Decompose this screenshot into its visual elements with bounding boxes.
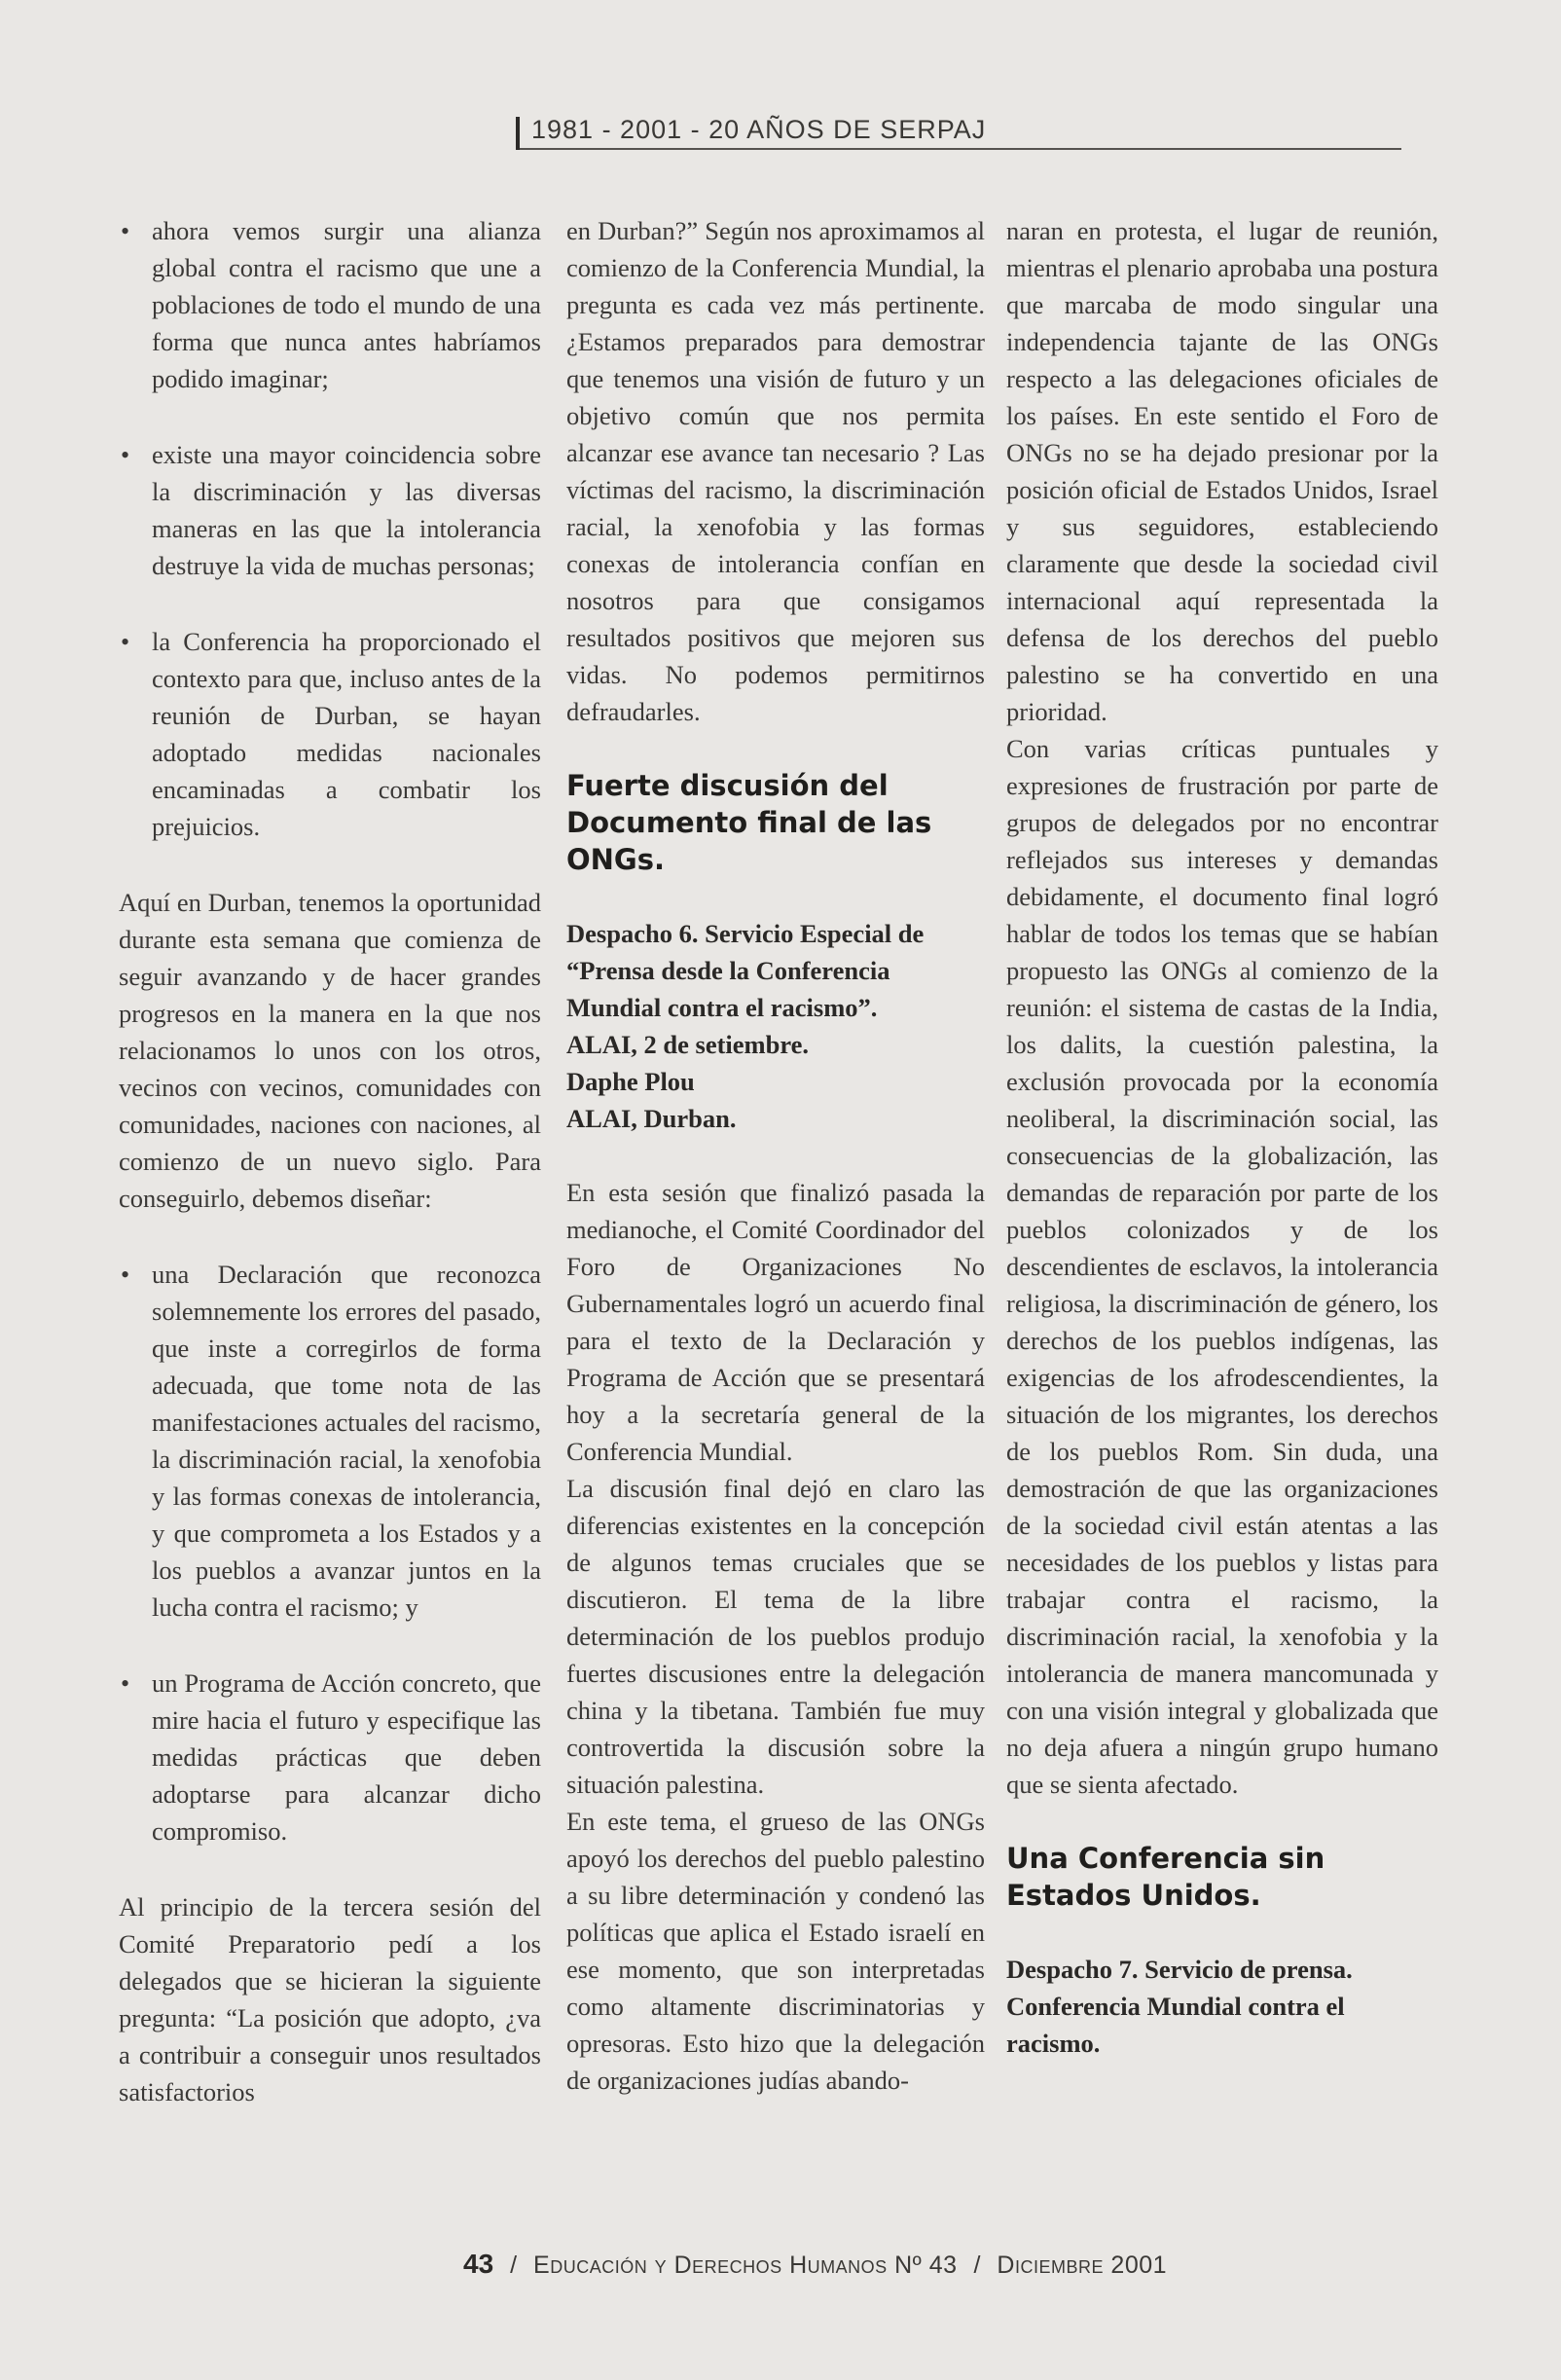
header-rule-mark	[516, 117, 520, 150]
dispatch-credit	[566, 915, 985, 1137]
page-number: 43	[463, 2249, 494, 2279]
running-header	[516, 113, 1401, 150]
paragraph: La discusión final dejó en claro las diferencias existentes en la concepción de algunos temas cruciales que se discutieron. El tema de la libre determinación de los pueblos produjo fuertes discusiones entre la delegación china y la tibetana. También fue muy controvertida la discusión sobre la situación palestina.	[566, 1474, 985, 1799]
dispatch-line: Despacho 6. Servicio Especial de “Prensa desde la Conferencia Mundial contra el racismo”.	[566, 919, 925, 1022]
section-heading: Una Conferencia sin Estados Unidos.	[1006, 1842, 1325, 1912]
list-item: • la Conferencia ha proporcionado el contexto para que, incluso antes de la reunión de Durban, se hayan adoptado medidas nacionales encaminadas a combatir los prejuicios.	[119, 623, 541, 845]
paragraph: Al principio de la tercera sesión del Comité Preparatorio pedí a los delegados que se hicieran la siguiente pregunta: “La posición que adopto, ¿va a contribuir a conseguir unos resultados satisfactorios	[119, 1892, 541, 2106]
dispatch-line: ALAI, Durban.	[566, 1104, 737, 1133]
paragraph: Con varias críticas puntuales y expresiones de frustración por parte de grupos de delegados por no encontrar reflejados sus intereses y demandas debidamente, el documento final logró hablar de todos los temas que se habían propuesto las ONGs al comienzo de la reunión: el sistema de castas de la India, los dalits, la cuestión palestina, la exclusión provocada por la economía neoliberal, la discriminación social, las consecuencias de la globalización, las demandas de reparación por parte de los pueblos colonizados y de los descendientes de esclavos, la intolerancia religiosa, la discriminación de género, los derechos de los pueblos indígenas, las exigencias de los afrodescendientes, la situación de los migrantes, los derechos de los pueblos Rom. Sin duda, una demostración de que las organizaciones de la sociedad civil están atentas a las necesidades de los pueblos y listas para trabajar contra el racismo, la discriminación racial, la xenofobia y la intolerancia de manera mancomunada y con una visión integral y globalizada que no deja afuera a ningún grupo humano que se sienta afectado.	[1006, 734, 1438, 1799]
paragraph: naran en protesta, el lugar de reunión, mientras el plenario aprobaba una postura que marcaba de modo singular una independencia tajante de las ONGs respecto a las delegaciones oficiales de los países. En este sentido el Foro de ONGs no se ha dejado presionar por la posición oficial de Estados Unidos, Israel y sus seguidores, estableciendo claramente que desde la sociedad civil internacional aquí representada la defensa de los derechos del pueblo palestino se ha convertido en una prioridad.	[1006, 216, 1438, 726]
dispatch-line: ALAI, 2 de setiembre.	[566, 1030, 810, 1059]
paragraph: Aquí en Durban, tenemos la oportunidad durante esta semana que comienza de seguir avanzando y de hacer grandes progresos en la manera en la que nos relacionamos lo unos con los otros, vecinos con vecinos, comunidades con comunidades, naciones con naciones, al comienzo de un nuevo siglo. Para conseguirlo, debemos diseñar:	[119, 888, 541, 1213]
bullet-list-1	[119, 212, 541, 845]
paragraph: En este tema, el grueso de las ONGs apoyó los derechos del pueblo palestino a su libre determinación y condenó las políticas que aplica el Estado israelí en ese momento, que son interpretadas como altamente discriminatorias y opresoras. Esto hizo que la delegación de organizaciones judías abando-	[566, 1807, 985, 2095]
bullet-list-2	[119, 1256, 541, 1849]
footer-separator: /	[510, 2252, 518, 2279]
list-item: • un Programa de Acción concreto, que mire hacia el futuro y especifique las medidas prácticas que deben adoptarse para alcanzar dicho compromiso.	[119, 1665, 541, 1849]
page-footer	[463, 2249, 1167, 2280]
publication-date: Diciembre 2001	[997, 2252, 1168, 2279]
header-title: 1981 - 2001 - 20 AÑOS DE SERPAJ	[531, 115, 987, 144]
bullet-icon: •	[121, 441, 130, 469]
list-item: • una Declaración que reconozca solemnemente los errores del pasado, que inste a corregirlos de forma adecuada, que tome nota de las manifestaciones actuales del racismo, la discriminación racial, la xenofobia y las formas conexas de intolerancia, y que comprometa a los Estados y a los pueblos a avanzar juntos en la lucha contra el racismo; y	[119, 1256, 541, 1626]
list-item: • ahora vemos surgir una alianza global contra el racismo que une a poblaciones de todo el mundo de una forma que nunca antes habríamos podido imaginar;	[119, 212, 541, 397]
bullet-icon: •	[121, 1261, 130, 1289]
paragraph: en Durban?” Según nos aproximamos al comienzo de la Conferencia Mundial, la pregunta es cada vez más pertinente. ¿Estamos preparados para demostrar que tenemos una visión de futuro y un objetivo común que nos permita alcanzar ese avance tan necesario ? Las víctimas del racismo, la discriminación racial, la xenofobia y las formas conexas de intolerancia confían en nosotros para que consigamos resultados positivos que mejoren sus vidas. No podemos permitirnos defraudarles.	[566, 216, 985, 726]
column-1	[119, 212, 541, 2110]
bullet-icon: •	[121, 628, 130, 656]
column-3	[1006, 212, 1438, 2062]
bullet-icon: •	[121, 1669, 130, 1698]
dispatch-line: Daphe Plou	[566, 1067, 695, 1096]
footer-separator: /	[973, 2252, 981, 2279]
section-heading: Fuerte discusión del Documento final de las ONGs.	[566, 769, 932, 876]
paragraph: En esta sesión que finalizó pasada la medianoche, el Comité Coordinador del Foro de Organizaciones No Gubernamentales logró un acuerdo final para el texto de la Declaración y Programa de Acción que se presentará hoy a la secretaría general de la Conferencia Mundial.	[566, 1178, 985, 1466]
column-2	[566, 212, 985, 2099]
bullet-icon: •	[121, 217, 130, 245]
publication-name: Educación y Derechos Humanos Nº 43	[533, 2252, 958, 2279]
dispatch-credit: Despacho 7. Servicio de prensa. Conferencia Mundial contra el racismo.	[1006, 1955, 1353, 2058]
list-item: • existe una mayor coincidencia sobre la discriminación y las diversas maneras en las que la intolerancia destruye la vida de muchas personas;	[119, 436, 541, 584]
